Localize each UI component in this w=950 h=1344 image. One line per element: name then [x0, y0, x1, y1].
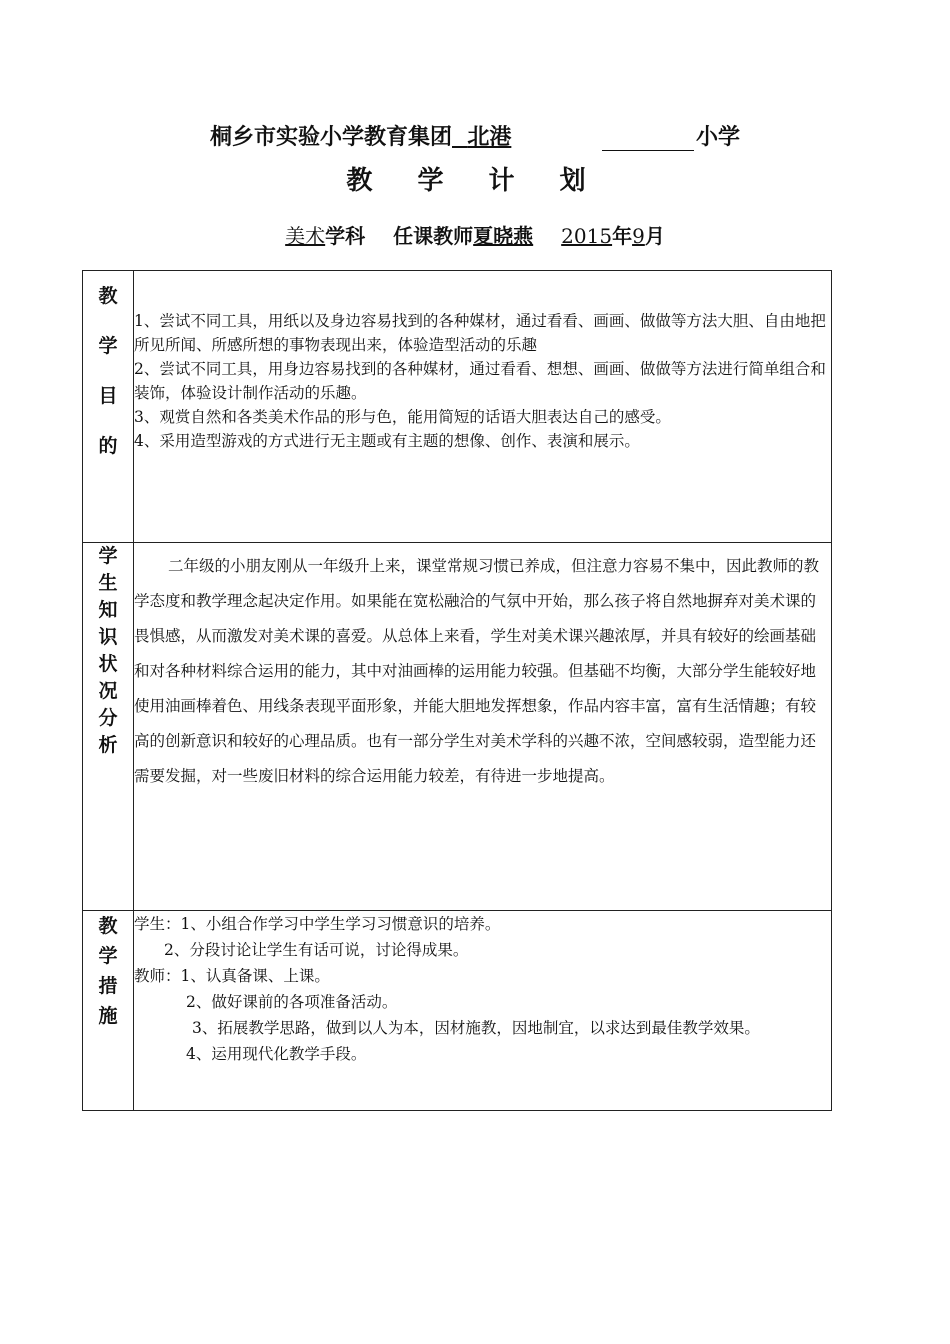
aims-label: 教 学 目 的: [83, 271, 134, 543]
aim-item: 3、观赏自然和各类美术作品的形与色，能用简短的话语大胆表达自己的感受。: [134, 408, 671, 426]
school-name-blank: [602, 128, 694, 151]
subject-name: 美术: [285, 224, 326, 248]
measure-item: 2、分段讨论让学生有话可说，讨论得成果。: [164, 941, 469, 959]
year-suffix: 年: [612, 224, 633, 248]
measures-label: 教 学 措 施: [83, 911, 134, 1111]
month-suffix: 月: [644, 224, 665, 248]
students-label: 学 生 知 识 状 况 分 析: [83, 543, 134, 911]
measures-content: [134, 911, 832, 1111]
page-title: 教 学 计 划: [346, 166, 604, 196]
month: 9: [632, 224, 645, 248]
measures-row: [83, 911, 832, 1111]
measure-item: 3、拓展教学思路，做到以人为本，因材施教，因地制宜，以求达到最佳教学效果。: [192, 1019, 760, 1037]
measure-item: 4、运用现代化教学手段。: [186, 1045, 367, 1063]
school-suffix: 小学: [696, 125, 741, 150]
subject-suffix: 学科: [325, 224, 366, 248]
school-prefix: 桐乡市实验小学教育集团: [209, 125, 452, 150]
aim-item: 4、采用造型游戏的方式进行无主题或有主题的想像、创作、表演和展示。: [134, 432, 640, 450]
measure-item: 教师：1、认真备课、上课。: [134, 967, 330, 985]
aim-item: 1、尝试不同工具，用纸以及身边容易找到的各种媒材，通过看看、画画、做做等方法大胆、自由地把所见所闻、所感所想的事物表现出来，体验造型活动的乐趣: [134, 312, 826, 354]
aims-content: [134, 271, 832, 543]
teacher-label: 任课教师: [393, 224, 474, 248]
students-row: [83, 543, 832, 911]
year: 2015: [561, 224, 613, 248]
measure-item: 学生：1、小组合作学习中学生学习习惯意识的培养。: [134, 915, 501, 933]
aims-row: [83, 271, 832, 543]
school-heading: [0, 120, 950, 151]
students-analysis-text: 二年级的小朋友刚从一年级升上来，课堂常规习惯已养成，但注意力容易不集中，因此教师的教学态度和教学理念起决定作用。如果能在宽松融洽的气氛中开始，那么孩子将自然地摒弃对美术课的畏惧感，从而激发对美术课的喜爱。从总体上来看，学生对美术课兴趣浓厚，并具有较好的绘画基础和对各种材料综合运用的能力，其中对油画棒的运用能力较强。但基础不均衡，大部分学生能较好地使用油画棒着色、用线条表现平面形象，并能大胆地发挥想象，作品内容丰富，富有生活情趣；有较高的创新意识和较好的心理品质。也有一部分学生对美术学科的兴趣不浓，空间感较弱，造型能力还需要发掘，对一些废旧材料的综合运用能力较差，有待进一步地提高。: [134, 557, 820, 785]
school-name: 北港: [467, 125, 512, 150]
measure-item: 2、做好课前的各项准备活动。: [186, 993, 398, 1011]
students-content: [134, 543, 832, 911]
aim-item: 2、尝试不同工具，用身边容易找到的各种媒材，通过看看、想想、画画、做做等方法进行简单组合和装饰，体验设计制作活动的乐趣。: [134, 360, 826, 402]
plan-table: [82, 270, 832, 1111]
teacher-name: 夏晓燕: [473, 224, 534, 248]
subject-line: [0, 220, 950, 249]
